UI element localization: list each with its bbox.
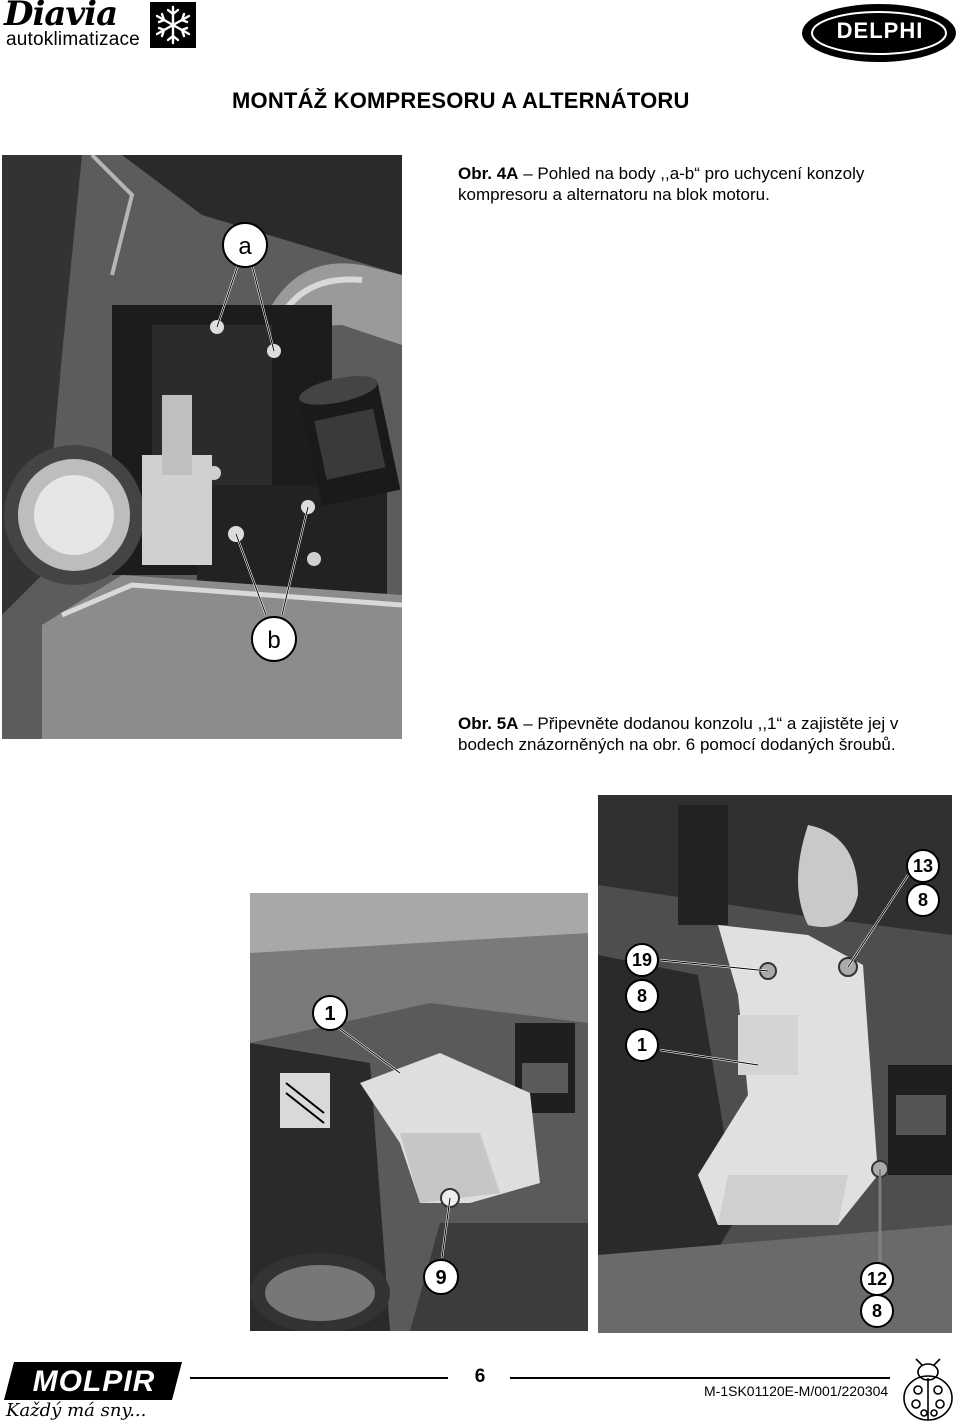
- marker-8-bottom: 8: [871, 1301, 883, 1321]
- marker-a: a: [238, 233, 252, 260]
- footer-rule-left: [190, 1377, 448, 1379]
- snowflake-icon: [150, 2, 196, 48]
- brand-subtitle: autoklimatizace: [6, 29, 140, 50]
- footer-rule-right: [510, 1377, 890, 1379]
- footer-slogan: Každý má sny...: [6, 1400, 147, 1421]
- caption-fig-5a-text: – Připevněte dodanou konzolu ,,1“ a zajistěte jej v bodech znázorněných na obr. 6 pomocí dodaných šroubů.: [458, 714, 899, 754]
- caption-fig-4a: [458, 163, 954, 205]
- photo-fig-5a-left: [250, 893, 588, 1331]
- marker-1-left: 1: [324, 1003, 336, 1025]
- marker-1-right: 1: [636, 1035, 648, 1055]
- caption-fig-5a-label: Obr. 5A: [458, 714, 519, 733]
- marker-19: 19: [631, 950, 653, 970]
- marker-13: 13: [912, 856, 934, 876]
- caption-fig-4a-text: – Pohled na body ,,a-b“ pro uchycení konzoly kompresoru a alternatoru na blok motoru.: [458, 164, 865, 204]
- molpir-logo-text: MOLPIR: [32, 1365, 156, 1398]
- caption-fig-4a-label: Obr. 4A: [458, 164, 519, 183]
- delphi-logo-text: DELPHI: [836, 18, 924, 43]
- ladybug-icon: [896, 1358, 958, 1424]
- page-title: MONTÁŽ KOMPRESORU A ALTERNÁTORU: [232, 88, 690, 113]
- page-number: 6: [474, 1366, 486, 1387]
- photo-fig-4a: [2, 155, 402, 739]
- marker-9: 9: [435, 1267, 447, 1289]
- photo-fig-5a-right: [598, 795, 952, 1333]
- document-code: M-1SK01120E-M/001/220304: [704, 1383, 889, 1399]
- marker-b: b: [267, 627, 281, 654]
- marker-12: 12: [866, 1269, 888, 1289]
- marker-8-top: 8: [917, 890, 929, 910]
- brand-name: Diavia: [4, 0, 118, 34]
- marker-8-mid: 8: [636, 986, 648, 1006]
- caption-fig-5a: [458, 713, 954, 755]
